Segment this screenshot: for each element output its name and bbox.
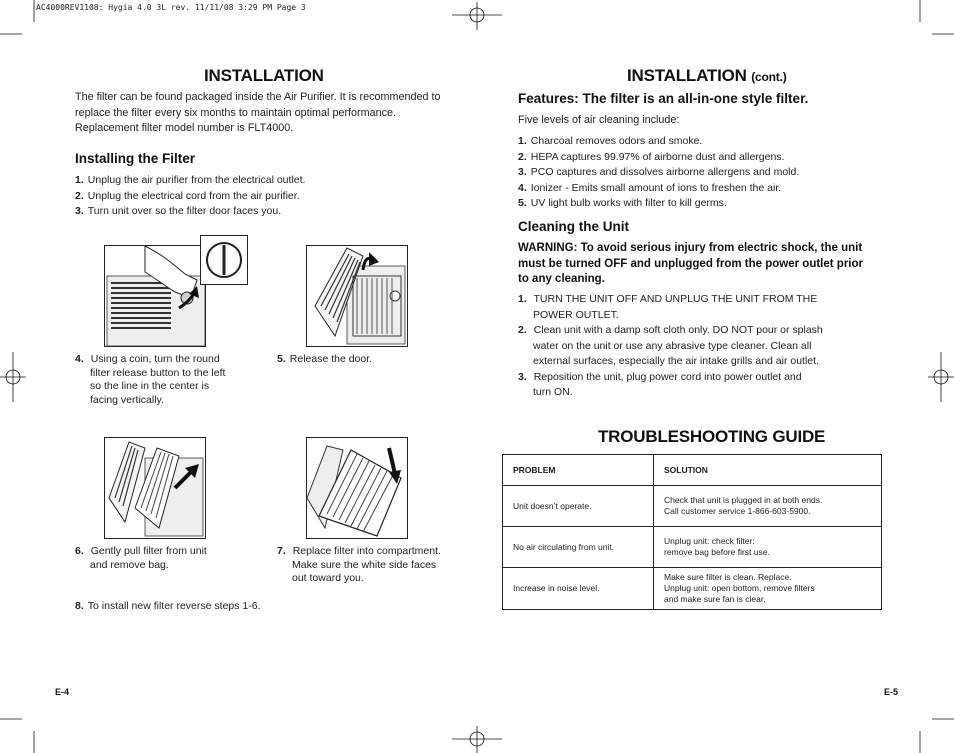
section-title: Features: The filter is an all-in-one style filter. [518,91,809,106]
page-title: INSTALLATION [204,66,324,85]
list-item: 1. Charcoal removes odors and smoke. [518,135,703,147]
list-item: 4. Using a coin, turn the round filter release button to the left so the line in the center is facing vertically. [75,353,226,406]
warning-text: WARNING: To avoid serious injury from electric shock, the unit must be turned OFF and unplugged from the power outlet prior to any cleaning. [518,242,863,285]
problem-cell: Unit doesn’t operate. [503,486,654,527]
problem-cell: No air circulating from unit. [503,527,654,568]
table-row [503,568,882,610]
solution-cell: Unplug unit: check filter: remove bag before first use. [654,527,882,568]
table-row [503,527,882,568]
list-item: 3. Reposition the unit, plug power cord into power outlet and turn ON. [518,370,802,398]
table-row [503,486,882,527]
print-slug: AC4000REV1108: Hygia 4.0 3L rev. 11/11/08 3:29 PM Page 3 [36,3,306,12]
steps-list [75,173,435,220]
problem-cell: Increase in noise level. [503,568,654,610]
table-header-row [503,455,882,486]
column-header-solution: SOLUTION [654,455,882,486]
column-header-problem: PROBLEM [503,455,654,486]
list-item: 3. PCO captures and dissolves airborne allergens and mold. [518,166,800,178]
page-title: INSTALLATION (cont.) [627,66,787,85]
solution-cell: Make sure filter is clean. Replace. Unplug unit: open bottom, remove filters and make sure fan is clear. [654,568,882,610]
list-item: 5. UV light bulb works with filter to kill germs. [518,197,727,209]
page-number: E-5 [884,687,899,697]
list-item: 3. Turn unit over so the filter door faces you. [75,205,282,217]
registration-mark-icon [928,352,954,402]
list-item: 6. Gently pull filter from unit and remove bag. [75,545,207,571]
list-item: 8. To install new filter reverse steps 1-6. [75,600,261,612]
solution-cell: Check that unit is plugged in at both ends. Call customer service 1-866-603-5900. [654,486,882,527]
list-item: 2. Clean unit with a damp soft cloth only. DO NOT pour or splash water on the unit or use any abrasive type cleaner. Clean all external surfaces, especially the air intake grills and air outlet. [518,324,823,367]
section-title: Cleaning the Unit [518,219,629,234]
registration-mark-icon [452,726,502,753]
troubleshooting-title: TROUBLESHOOTING GUIDE [598,427,826,446]
list-item: 2. HEPA captures 99.97% of airborne dust and allergens. [518,150,785,163]
list-item: 4. Ionizer - Emits small amount of ions to freshen the air. [518,181,782,194]
list-item: 1. TURN THE UNIT OFF AND UNPLUG THE UNIT FROM THE POWER OUTLET. [518,293,818,321]
list-item: 2. Unplug the electrical cord from the air purifier. [75,189,300,202]
filter-removal-illustration [104,437,206,539]
section-title: Installing the Filter [75,151,196,166]
registration-mark-icon [452,2,502,30]
coin-filter-release-illustration [104,245,206,347]
registration-mark-icon [0,352,26,402]
release-button-detail-icon [200,235,248,285]
intro-paragraph: The filter can be found packaged inside the Air Purifier. It is recommended to replace the filter every six months to maintain optimal performance. Replacement filter model number is FLT4000. [75,91,441,134]
list-item: 7. Replace filter into compartment. Make sure the white side faces out toward you. [277,545,441,584]
list-item: 1. Unplug the air purifier from the electrical outlet. [75,174,306,186]
features-intro: Five levels of air cleaning include: [518,114,680,126]
list-item: 5. Release the door. [277,353,373,365]
features-list [518,134,898,212]
troubleshooting-table [502,454,882,610]
filter-door-open-illustration [306,245,408,347]
cleaning-steps-list [518,292,898,401]
filter-replacement-illustration [306,437,408,539]
page-number: E-4 [55,687,70,697]
